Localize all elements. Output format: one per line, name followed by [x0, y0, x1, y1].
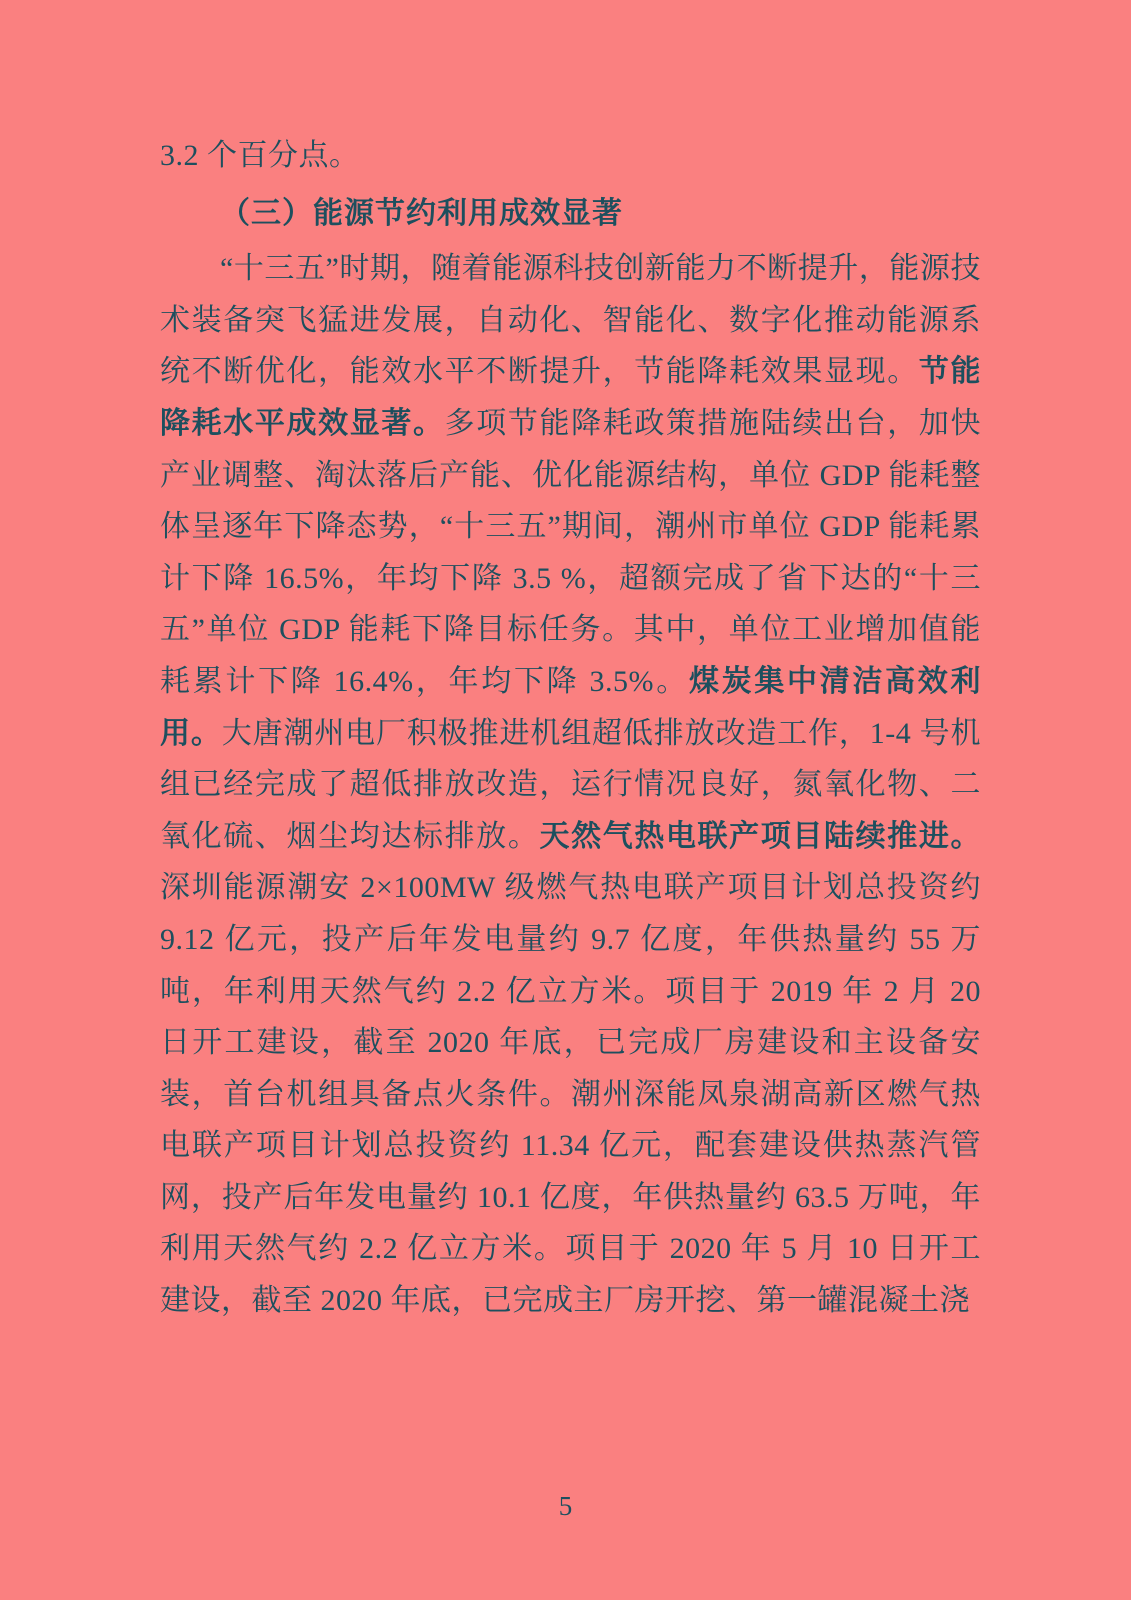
paragraph-segment-1: “十三五”时期，随着能源科技创新能力不断提升，能源技术装备突飞猛进发展，自动化、智能化、数字化推动能源系统不断优化，能效水平不断提升，节能降耗效果显现。	[160, 252, 981, 389]
section-heading: （三）能源节约利用成效显著	[220, 196, 623, 230]
continued-text-line: 3.2 个百分点。	[160, 139, 360, 172]
paragraph-segment-3: 大唐潮州电厂积极推进机组超低排放改造工作，1-4 号机组已经完成了超低排放改造，运行情况良好，氮氧化物、二氧化硫、烟尘均达标排放。	[160, 716, 982, 853]
bold-lead-3: 天然气热电联产项目陆续推进。	[539, 819, 982, 853]
main-paragraph	[160, 243, 981, 1326]
paragraph-segment-2: 多项节能降耗政策措施陆续出台，加快产业调整、淘汰落后产能、优化能源结构，单位 GDP 能耗整体呈逐年下降态势，“十三五”期间，潮州市单位 GDP 能耗累计下降 16.5%，年均下降 3.5 %，超额完成了省下达的“十三五”单位 GDP 能耗下降目标任务。其中，单位工业增加值能耗累计下降 16.4%，年均下降 3.5%。	[160, 406, 982, 698]
bold-lead-2: 煤炭集中清洁高效利用。	[160, 664, 982, 750]
bold-lead-1: 节能降耗水平成效显著。	[160, 355, 982, 440]
paragraph-segment-4: 深圳能源潮安 2×100MW 级燃气热电联产项目计划总投资约 9.12 亿元，投产后年发电量约 9.7 亿度，年供热量约 55 万吨，年利用天然气约 2.2 亿立方米。项目于 2019 年 2 月 20 日开工建设，截至 2020 年底，已完成厂房建设和主设备安装，首台机组具备点火条件。潮州深能凤泉湖高新区燃气热电联产项目计划总投资约 11.34 亿元，配套建设供热蒸汽管网，投产后年发电量约 10.1 亿度，年供热量约 63.5 万吨，年利用天然气约 2.2 亿立方米。项目于 2020 年 5 月 10 日开工建设，截至 2020 年底，已完成主厂房开挖、第一罐混凝土浇	[160, 871, 981, 1318]
body-text	[160, 243, 981, 1326]
page-number: 5	[558, 1491, 573, 1521]
